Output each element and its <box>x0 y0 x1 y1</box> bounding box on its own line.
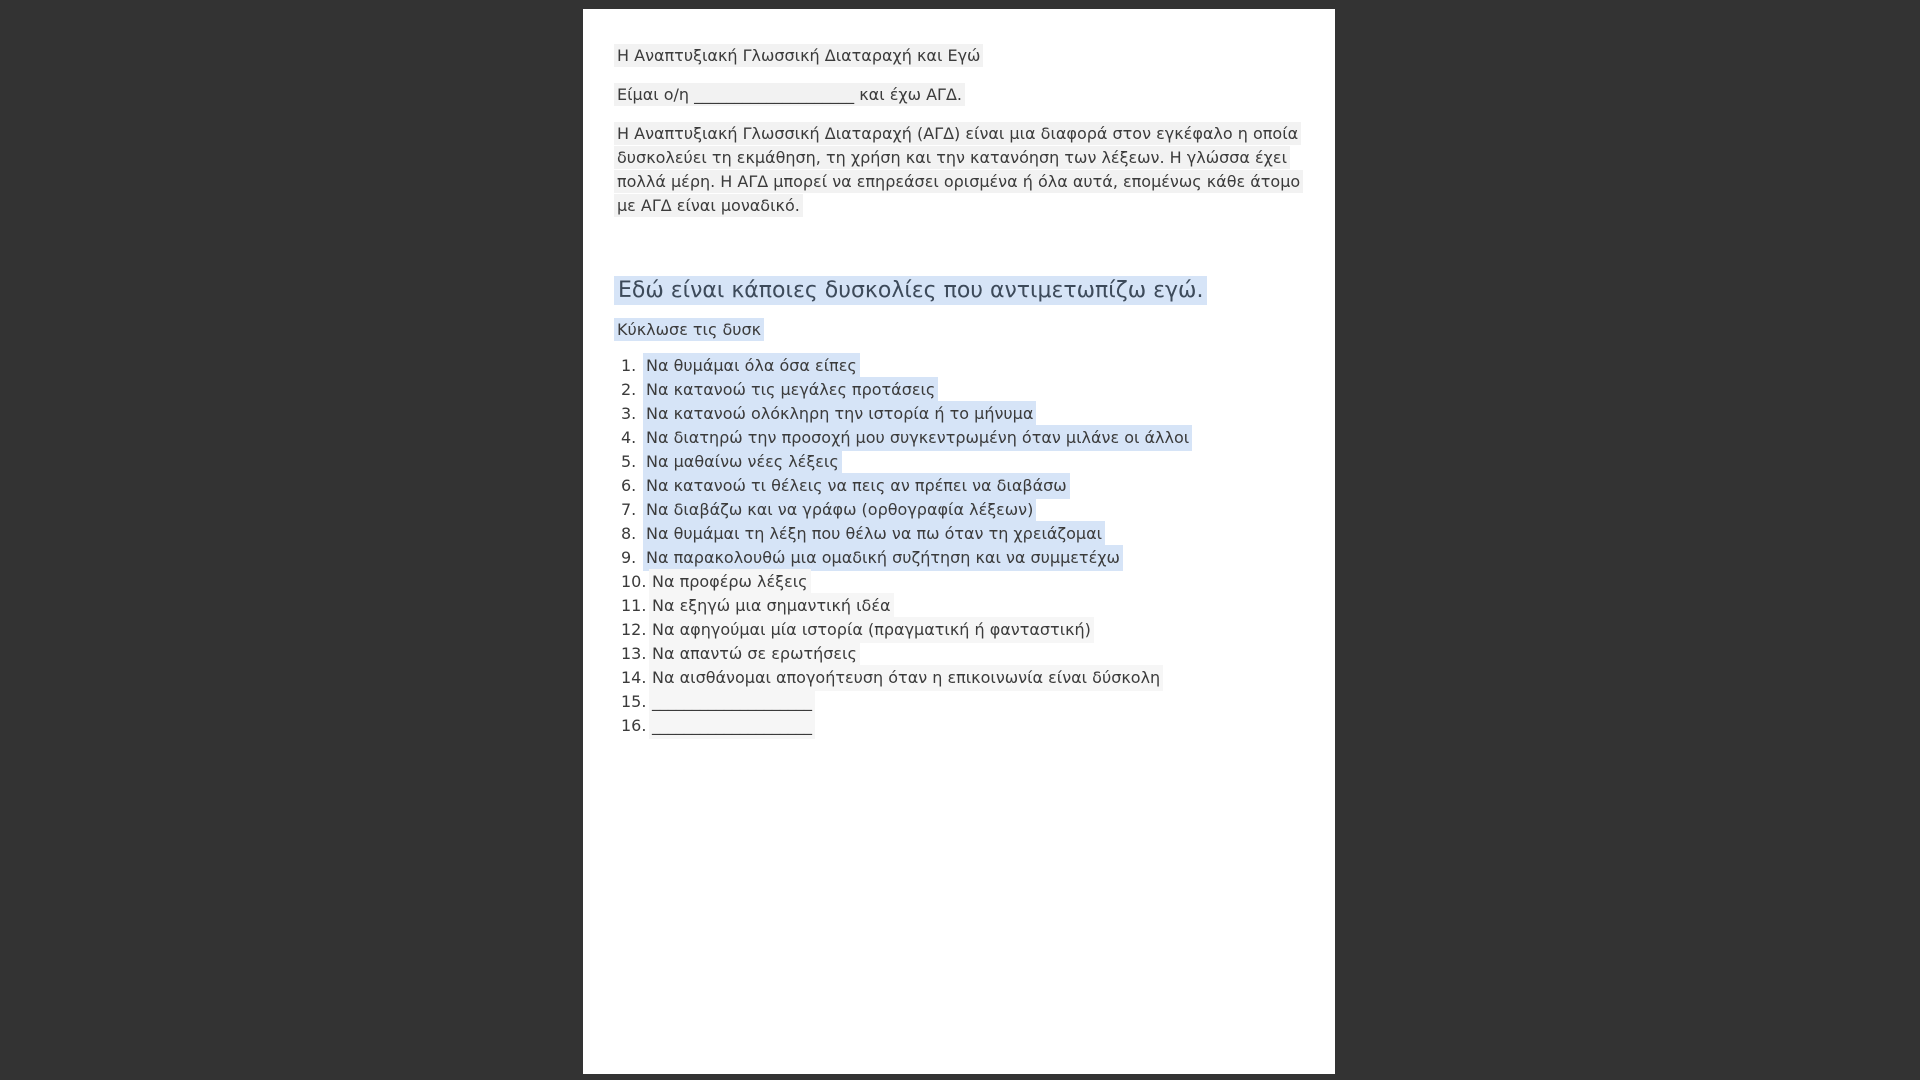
intro-paragraph-text[interactable]: Η Αναπτυξιακή Γλωσσική Διαταραχή (ΑΓΔ) είναι μια διαφορά στον εγκέφαλο η οποία δυσκολεύει τη εκμάθηση, τη χρήση και την κατανόηση των λέξεων. Η γλώσσα έχει πολλά μέρη. Η ΑΓΔ μπορεί να επηρεάσει ορισμένα ή όλα αυτά, επομένως κάθε άτομο με ΑΓΔ είναι μοναδικό. <box>614 122 1303 217</box>
document-page <box>583 9 1335 1074</box>
section-heading-text[interactable]: Εδώ είναι κάποιες δυσκολίες που αντιμετωπίζω εγώ. <box>614 276 1207 305</box>
list-item <box>614 714 1305 738</box>
list-item-text[interactable]: Να προφέρω λέξεις <box>649 569 811 595</box>
list-item-number: 16. <box>621 716 647 735</box>
list-item-number: 4. <box>621 428 637 447</box>
list-item-number: 5. <box>621 452 637 471</box>
list-item-number: 13. <box>621 644 647 663</box>
list-item-number: 1. <box>621 356 637 375</box>
document-title <box>614 44 1305 68</box>
list-item-text[interactable]: Να κατανοώ τι θέλεις να πεις αν πρέπει να διαβάσω <box>643 473 1070 499</box>
list-item-text[interactable]: Να διατηρώ την προσοχή μου συγκεντρωμένη όταν μιλάνε οι άλλοι <box>643 425 1192 451</box>
list-item-text[interactable]: Να εξηγώ μια σημαντική ιδέα <box>649 593 894 619</box>
list-item <box>614 690 1305 714</box>
document-title-text[interactable]: Η Αναπτυξιακή Γλωσσική Διαταραχή και Εγώ <box>614 44 983 67</box>
list-item-number: 6. <box>621 476 637 495</box>
list-item-text[interactable]: Να θυμάμαι τη λέξη που θέλω να πω όταν τη χρειάζομαι <box>643 521 1105 547</box>
list-item <box>614 354 1305 378</box>
list-item-number: 14. <box>621 668 647 687</box>
list-item-number: 11. <box>621 596 647 615</box>
list-item-number: 2. <box>621 380 637 399</box>
list-item <box>614 666 1305 690</box>
list-item <box>614 498 1305 522</box>
list-item-text[interactable]: Να διαβάζω και να γράφω (ορθογραφία λέξεων) <box>643 497 1036 523</box>
list-item-number: 3. <box>621 404 637 423</box>
list-item <box>614 402 1305 426</box>
list-item-text[interactable]: Να κατανοώ τις μεγάλες προτάσεις <box>643 377 938 403</box>
list-item-number: 12. <box>621 620 647 639</box>
list-item <box>614 474 1305 498</box>
section-heading <box>614 276 1305 306</box>
list-item <box>614 522 1305 546</box>
list-item <box>614 642 1305 666</box>
list-item-text[interactable]: Να μαθαίνω νέες λέξεις <box>643 449 842 475</box>
list-item-number: 15. <box>621 692 647 711</box>
list-item <box>614 426 1305 450</box>
list-item-blank[interactable]: ____________________ <box>649 713 815 739</box>
list-item <box>614 378 1305 402</box>
intro-line-text[interactable]: Είμαι ο/η ____________________ και έχω ΑΓΔ. <box>614 83 965 106</box>
intro-paragraph <box>614 122 1314 218</box>
difficulties-list <box>614 354 1305 738</box>
list-item-text[interactable]: Να κατανοώ ολόκληρη την ιστορία ή το μήνυμα <box>643 401 1036 427</box>
list-item-number: 7. <box>621 500 637 519</box>
list-item-blank[interactable]: ____________________ <box>649 689 815 715</box>
list-item-number: 8. <box>621 524 637 543</box>
list-item-text[interactable]: Να απαντώ σε ερωτήσεις <box>649 641 860 667</box>
list-item <box>614 546 1305 570</box>
list-item-text[interactable]: Να αισθάνομαι απογοήτευση όταν η επικοινωνία είναι δύσκολη <box>649 665 1163 691</box>
list-item-text[interactable]: Να αφηγούμαι μία ιστορία (πραγματική ή φανταστική) <box>649 617 1094 643</box>
list-item <box>614 594 1305 618</box>
instruction-text[interactable]: Κύκλωσε τις δυσκ <box>614 318 764 341</box>
list-item <box>614 450 1305 474</box>
list-item <box>614 618 1305 642</box>
list-item-text[interactable]: Να θυμάμαι όλα όσα είπες <box>643 353 860 379</box>
list-item <box>614 570 1305 594</box>
list-item-number: 10. <box>621 572 647 591</box>
intro-line <box>614 83 1305 107</box>
list-item-text[interactable]: Να παρακολουθώ μια ομαδική συζήτηση και να συμμετέχω <box>643 545 1123 571</box>
list-item-number: 9. <box>621 548 637 567</box>
instruction-line <box>614 318 1305 342</box>
